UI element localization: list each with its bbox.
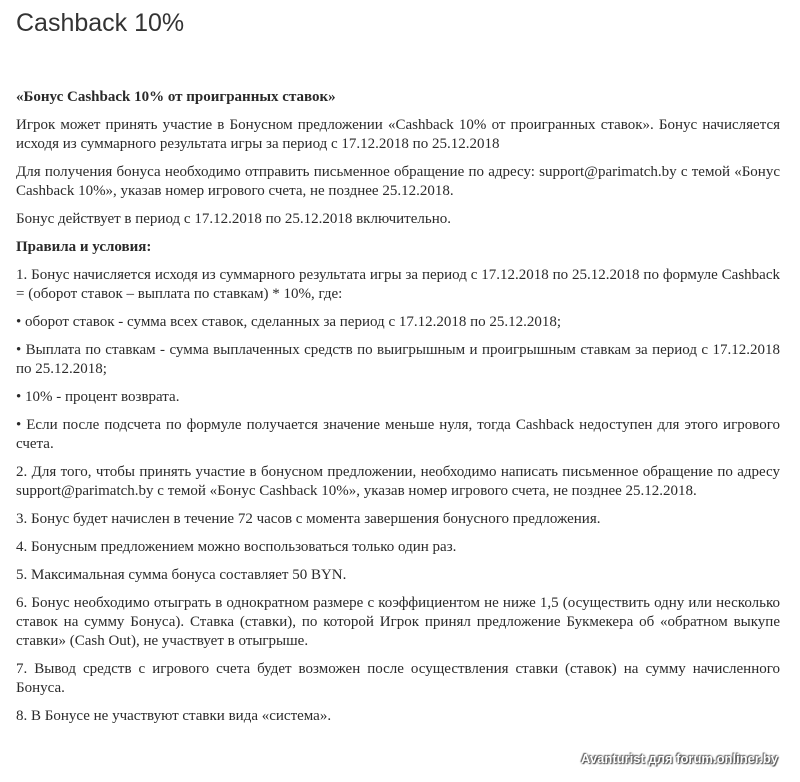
offer-validity-period: Бонус действует в период с 17.12.2018 по 25.12.2018 включительно. <box>16 211 451 227</box>
rule-item-2: 2. Для того, чтобы принять участие в бонусном предложении, необходимо написать письменное обращение по адресу support@parimatch.by с темой «Бонус Cashback 10%», указав номер игрового счета, не позднее 25.12.2018. <box>16 464 780 499</box>
offer-description: Игрок может принять участие в Бонусном предложении «Cashback 10% от проигранных ставок». Бонус начисляется исходя из суммарного результата игры за период с 17.12.2018 по 25.12.2018 <box>16 117 780 152</box>
page-title: Cashback 10% <box>16 9 185 37</box>
offer-heading: «Бонус Cashback 10% от проигранных ставок» <box>16 89 336 105</box>
rule-item-4: 4. Бонусным предложением можно воспользоваться только один раз. <box>16 539 457 555</box>
rule-item-3: 3. Бонус будет начислен в течение 72 часов с момента завершения бонусного предложения. <box>16 511 601 527</box>
rules-heading: Правила и условия: <box>16 239 152 255</box>
rule-bullet-turnover: • оборот ставок - сумма всех ставок, сделанных за период с 17.12.2018 по 25.12.2018; <box>16 314 562 330</box>
rule-item-5: 5. Максимальная сумма бонуса составляет 50 BYN. <box>16 567 347 583</box>
bonus-terms-content <box>16 88 780 735</box>
rule-item-7: 7. Вывод средств с игрового счета будет возможен после осуществления ставки (ставок) на сумму начисленного Бонуса. <box>16 661 780 696</box>
watermark: Avanturist для forum.onliner.by <box>581 751 778 766</box>
rule-item-8: 8. В Бонусе не участвуют ставки вида «система». <box>16 708 332 724</box>
rule-bullet-payouts: • Выплата по ставкам - сумма выплаченных средств по выигрышным и проигрышным ставкам за период с 17.12.2018 по 25.12.2018; <box>16 342 780 377</box>
offer-how-to-apply: Для получения бонуса необходимо отправить письменное обращение по адресу: support@parimatch.by с темой «Бонус Cashback 10%», указав номер игрового счета, не позднее 25.12.2018. <box>16 164 780 199</box>
rule-item-6: 6. Бонус необходимо отыграть в однократном размере с коэффициентом не ниже 1,5 (осуществить одну или несколько ставок на сумму Бонуса). Ставка (ставки), по которой Игрок принял предложение Букмекера об «обратном выкупе ставки» (Cash Out), не участвует в отыгрыше. <box>16 595 780 649</box>
rule-bullet-negative: • Если после подсчета по формуле получается значение меньше нуля, тогда Cashback недоступен для этого игрового счета. <box>16 417 780 452</box>
rule-item-1: 1. Бонус начисляется исходя из суммарного результата игры за период с 17.12.2018 по 25.12.2018 по формуле Cashback = (оборот ставок – выплата по ставкам) * 10%, где: <box>16 267 780 302</box>
rule-bullet-percent: • 10% - процент возврата. <box>16 389 180 405</box>
